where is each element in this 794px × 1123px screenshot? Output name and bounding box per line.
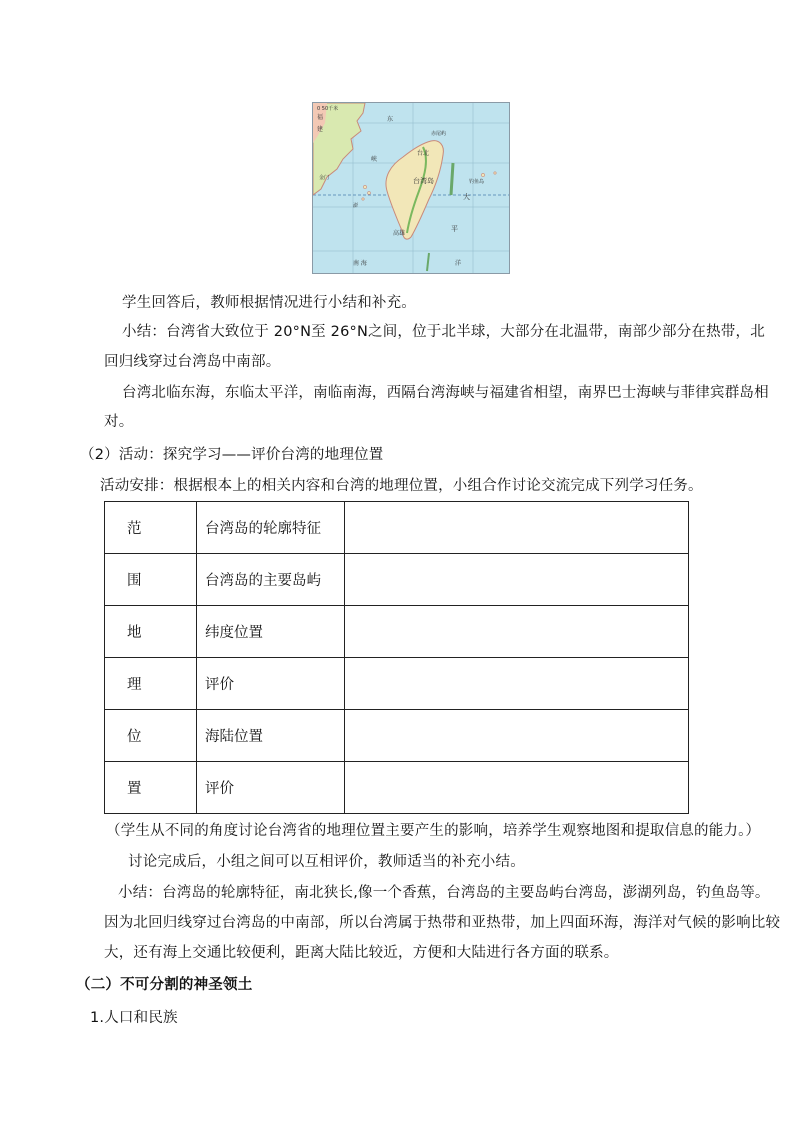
- table-cell: 理: [105, 658, 197, 710]
- answer-cell[interactable]: [345, 762, 689, 814]
- label-jinmen: 金门: [319, 175, 330, 181]
- trench-mark: [451, 163, 453, 195]
- section-heading: （二）不可分割的神圣领土: [76, 977, 253, 993]
- answer-cell[interactable]: [345, 606, 689, 658]
- label-pacific-b: 平: [451, 225, 458, 233]
- table-cell: 地: [105, 606, 197, 658]
- table-cell: 范: [105, 502, 197, 554]
- table-row: [105, 658, 689, 710]
- paragraph-12: 大，还有海上交通比较便利，距离大陆比较近，方便和大陆进行各方面的联系。: [104, 945, 619, 961]
- answer-cell[interactable]: [345, 710, 689, 762]
- table-cell: 位: [105, 710, 197, 762]
- label-scale: 0 50千米: [317, 106, 339, 112]
- taiwan-map: [312, 102, 510, 274]
- table-cell: 围: [105, 554, 197, 606]
- paragraph-5: 对。: [104, 414, 134, 430]
- table-cell: 评价: [197, 658, 345, 710]
- label-island: 台湾岛: [413, 177, 434, 185]
- label-kaohsiung: 高雄: [393, 230, 406, 237]
- paragraph-7: 活动安排：根据根本上的相关内容和台湾的地理位置，小组合作讨论交流完成下列学习任务。: [100, 478, 703, 494]
- label-chiwei: 赤尾屿: [431, 131, 447, 137]
- label-fujian-a: 福: [317, 114, 324, 121]
- label-east: 东: [387, 116, 394, 123]
- paragraph-3: 回归线穿过台湾岛中南部。: [104, 354, 281, 370]
- table-row: [105, 762, 689, 814]
- paragraph-8: （学生从不同的角度讨论台湾省的地理位置主要产生的影响，培养学生观察地图和提取信息的能力。）: [106, 823, 761, 839]
- table-cell: 评价: [197, 762, 345, 814]
- paragraph-6: （2）活动：探究学习——评价台湾的地理位置: [80, 447, 384, 463]
- label-diaoyu: 钓鱼岛: [469, 179, 485, 185]
- answer-cell[interactable]: [345, 554, 689, 606]
- label-penghu: 澎: [353, 203, 359, 209]
- answer-cell[interactable]: [345, 658, 689, 710]
- subsection-heading: 1.人口和民族: [90, 1010, 178, 1026]
- table-cell: 台湾岛的轮廓特征: [197, 502, 345, 554]
- table-cell: 台湾岛的主要岛屿: [197, 554, 345, 606]
- label-sea-c: 洋: [455, 260, 462, 267]
- paragraph-2: 小结：台湾省大致位于 20°N至 26°N之间，位于北半球，大部分在北温带，南部少部分在热带，北: [122, 324, 765, 340]
- table-row: [105, 554, 689, 606]
- paragraph-1: 学生回答后，教师根据情况进行小结和补充。: [122, 295, 416, 311]
- table-cell: 海陆位置: [197, 710, 345, 762]
- label-strait: 峡: [371, 156, 378, 163]
- table-cell: 纬度位置: [197, 606, 345, 658]
- label-fujian-b: 建: [317, 126, 324, 133]
- table-row: [105, 606, 689, 658]
- paragraph-11: 因为北回归线穿过台湾岛的中南部，所以台湾属于热带和亚热带，加上四面环海，海洋对气候的影响比较: [104, 915, 781, 931]
- label-south-sea: 南 海: [353, 260, 367, 267]
- table-cell: 置: [105, 762, 197, 814]
- paragraph-10: 小结：台湾岛的轮廓特征，南北狭长,像一个香蕉，台湾岛的主要岛屿台湾岛，澎湖列岛，钓鱼岛等。: [118, 885, 770, 901]
- table-row: [105, 502, 689, 554]
- answer-cell[interactable]: [345, 502, 689, 554]
- paragraph-4: 台湾北临东海，东临太平洋，南临南海，西隔台湾海峡与福建省相望，南界巴士海峡与菲律宾群岛相: [122, 385, 769, 401]
- paragraph-9: 讨论完成后，小组之间可以互相评价，教师适当的补充小结。: [128, 854, 525, 870]
- label-pacific-a: 大: [463, 193, 470, 201]
- table-row: [105, 710, 689, 762]
- label-taipei: 台北: [417, 150, 430, 157]
- task-table: [104, 501, 689, 814]
